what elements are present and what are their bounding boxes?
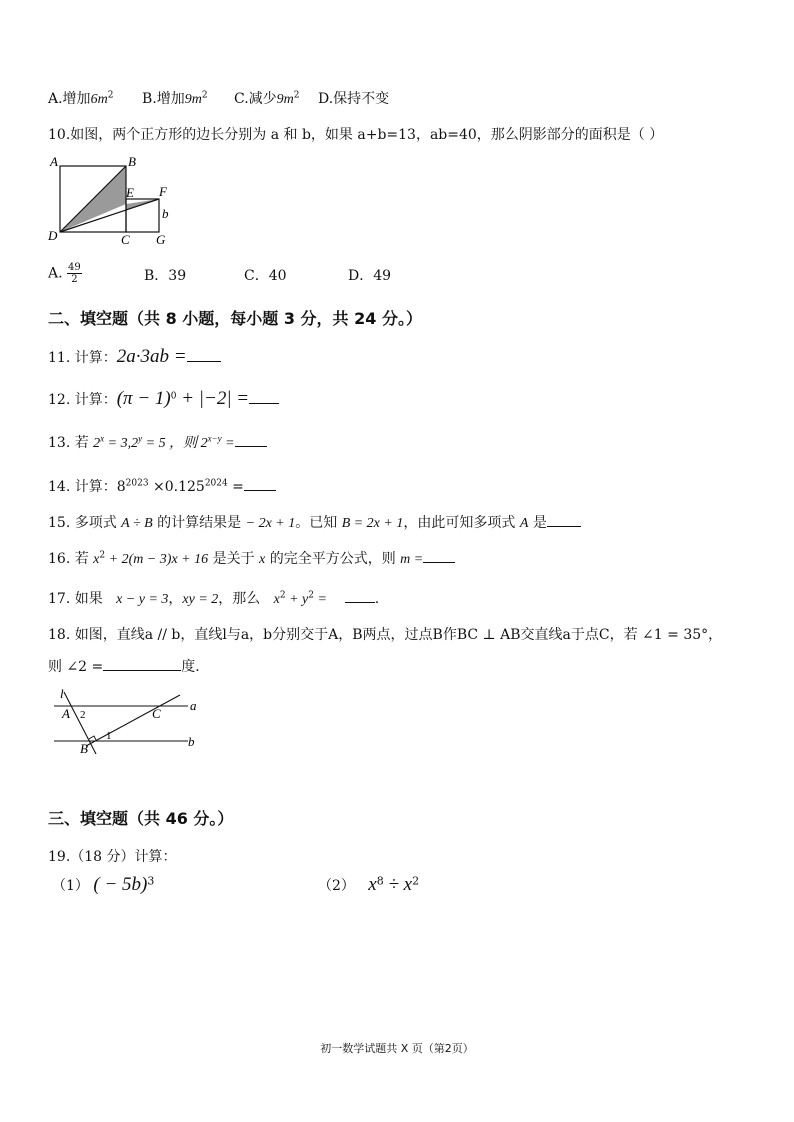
q17-blank — [345, 588, 375, 603]
q19-part2: （2） $x^8 \div x^2$ — [318, 874, 420, 895]
q11-blank — [187, 347, 221, 362]
q19-part1: （1） ( − 5b)$^3$ — [52, 874, 155, 895]
q14-blank — [244, 476, 276, 491]
q10-label-b: B — [128, 154, 136, 169]
q13: 13. 若 $2^x = 3,2^y = 5$ ，则 $2^{x-y}$ = — [48, 432, 267, 452]
q9-option-d: D.保持不变 — [318, 91, 390, 107]
q18-label-l: l — [60, 686, 64, 701]
q10-question: 10.如图，两个正方形的边长分别为 a 和 b，如果 a+b=13，ab=40，那么阴影部分的面积是（ ） — [48, 127, 664, 143]
q10-label-f: F — [159, 184, 167, 199]
q9-option-a: A.增加$6m^2$ — [48, 90, 114, 107]
section-3-heading: 三、填空题（共 46 分。） — [48, 809, 234, 828]
q17: 17. 如果 x − y = 3，xy = 2，那么 $x^2 + y^2$ = . — [48, 588, 379, 608]
q10-option-b: B．39 — [144, 268, 187, 284]
q10-label-e: E — [126, 185, 134, 200]
q18-line-bc — [86, 695, 180, 746]
q10-label-d: D — [48, 228, 58, 243]
q10-figure — [42, 152, 182, 248]
q9-option-b: B.增加$9m^2$ — [142, 90, 208, 107]
q15-blank — [547, 512, 581, 527]
q19-question: 19.（18 分）计算： — [48, 849, 177, 865]
q10-label-c: C — [121, 232, 130, 247]
q18-answer-line: 则 ∠2 = 度. — [48, 656, 200, 676]
q18-figure — [48, 686, 208, 758]
q12: 12. 计算：$(\pi - 1)^0 + |-2|$ = — [48, 388, 279, 410]
q18-question: 18. 如图，直线a // b，直线l与a，b分别交于A，B两点，过点B作BC ⊥ AB交直线a于点C，若 ∠1 = 35°， — [48, 627, 723, 643]
q18-label-line-b: b — [188, 734, 195, 749]
q18-right-angle-mark — [89, 736, 96, 740]
q10-option-a-fraction: $\frac{49}{2}$ — [68, 262, 81, 285]
q18-label-a-point: A — [62, 706, 70, 721]
q12-blank — [249, 389, 279, 404]
q18-label-b-point: B — [80, 741, 88, 756]
q18-label-c: C — [152, 706, 161, 721]
q10-label-a: A — [50, 154, 58, 169]
page-footer: 初一数学试题共 X 页（第2页） — [320, 1042, 474, 1055]
q18-label-angle2: 2 — [80, 709, 86, 721]
q18-blank — [103, 656, 181, 671]
q18-label-line-a: a — [190, 698, 197, 713]
q14: 14. 计算：$8^{2023} \times 0.125^{2024}$ = — [48, 476, 276, 496]
section-2-heading: 二、填空题（共 8 小题，每小题 3 分，共 24 分。） — [48, 309, 422, 328]
q16-blank — [423, 548, 455, 563]
q10-label-g: G — [156, 232, 166, 247]
q18-label-angle1: 1 — [106, 730, 112, 742]
q10-option-c: C．40 — [244, 268, 287, 284]
q10-label-side-b: b — [162, 206, 169, 221]
q16: 16. 若 $x^2 + 2(m - 3)x + 16$ 是关于 x 的完全平方公式，则 m = — [48, 548, 455, 568]
q15: 15. 多项式 A ÷ B 的计算结果是 − 2x + 1。已知 B = 2x + 1，由此可知多项式 A 是 — [48, 512, 581, 532]
q11: 11. 计算：2a·3ab = — [48, 346, 221, 368]
q10-option-d: D．49 — [348, 268, 392, 284]
q9-option-c: C.减少$9m^2$ — [234, 90, 300, 107]
q13-blank — [235, 432, 267, 447]
q10-option-a: A. $\frac{49}{2}$ — [48, 262, 81, 285]
